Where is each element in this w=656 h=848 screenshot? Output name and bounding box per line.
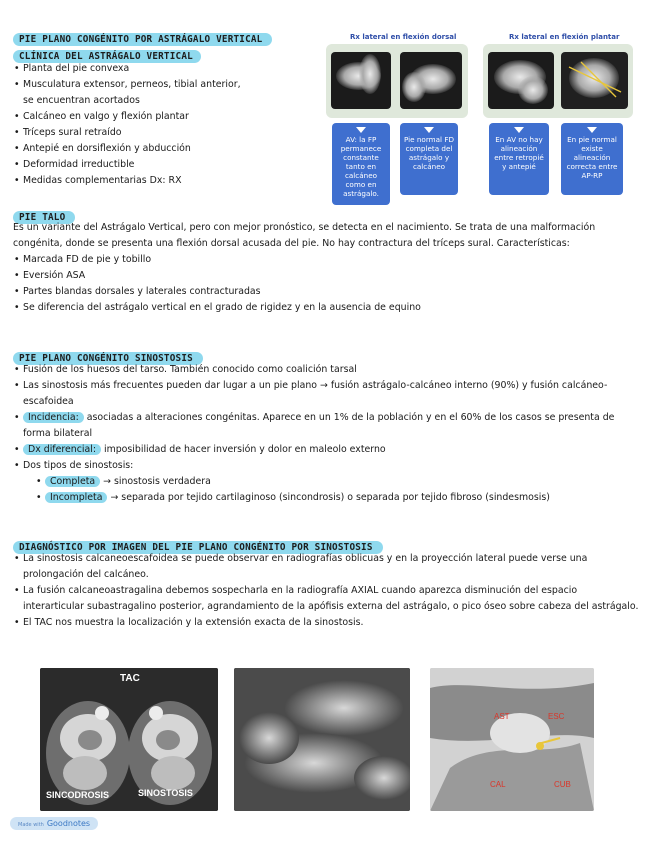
- list-item: • Dos tipos de sinostosis:: [13, 458, 641, 474]
- xray-image: [488, 52, 554, 109]
- sinostosis-list: [13, 362, 641, 474]
- item-text: → separada por tejido cartilaginoso (sincondrosis) o separada por tejido fibroso (sindesmosis): [110, 492, 550, 503]
- cub-label: CUB: [554, 780, 571, 789]
- rx-box-text: En AV no hay alineación entre retropié y antepié: [494, 135, 544, 171]
- list-item: • Marcada FD de pie y tobillo: [13, 252, 641, 268]
- arrow-down-icon: [514, 127, 524, 133]
- xray-oblique-image: [430, 668, 594, 811]
- list-item: • Las sinostosis más frecuentes pueden dar lugar a un pie plano → fusión astrágalo-calcáneo interno (90%) y fusión calcáneo-escafoidea: [13, 378, 641, 410]
- list-item: • Calcáneo en valgo y flexión plantar: [13, 109, 248, 125]
- pie-talo-body: [13, 220, 641, 316]
- sincodrosis-label: SINCODROSIS: [46, 790, 110, 800]
- list-item: • El TAC nos muestra la localización y la extensión exacta de la sinostosis.: [13, 615, 641, 631]
- list-item: [35, 490, 641, 506]
- item-text: imposibilidad de hacer inversión y dolor en maleolo externo: [103, 444, 386, 455]
- section-title: PIE TALO: [13, 211, 75, 224]
- brand-text: Goodnotes: [46, 819, 91, 828]
- xray-image: [400, 52, 462, 109]
- rx-box-text: AV: la FP permanece constante tanto en calcáneo como en astrágalo.: [340, 135, 382, 198]
- xray-image: [561, 52, 628, 109]
- diagnostico-body: [13, 551, 641, 631]
- sinostosis-types: [13, 474, 641, 506]
- list-item: • Tríceps sural retraído: [13, 125, 248, 141]
- ct-label: TAC: [120, 673, 140, 684]
- arrow-down-icon: [587, 127, 597, 133]
- label-highlight: Incidencia:: [23, 412, 84, 423]
- label-highlight: Dx diferencial:: [23, 444, 101, 455]
- section-title: DIAGNÓSTICO POR IMAGEN DEL PIE PLANO CONGÉNITO POR SINOSTOSIS: [13, 541, 383, 554]
- list-item: • Eversión ASA: [13, 268, 641, 284]
- ast-label: AST: [494, 712, 510, 721]
- diagnostico-list: [13, 551, 641, 631]
- item-text: → sinostosis verdadera: [103, 476, 211, 487]
- cal-label: CAL: [490, 780, 506, 789]
- esc-label: ESC: [548, 712, 565, 721]
- xray-oblique-drawing: [430, 668, 594, 811]
- xray-image: [331, 52, 391, 109]
- sinostosis-body: [13, 362, 641, 506]
- arrow-down-icon: [424, 127, 434, 133]
- rx-box-text: En pie normal existe alineación correcta entre AP-RP: [566, 135, 618, 180]
- rx-right-title: Rx lateral en flexión plantar: [509, 33, 620, 41]
- clinica-list-wrap: [13, 61, 248, 189]
- made-with-text: Made with: [18, 822, 44, 828]
- goodnotes-badge: [10, 817, 98, 830]
- list-item: [13, 442, 641, 458]
- xray-lateral-drawing: [234, 668, 410, 811]
- list-item: [35, 474, 641, 490]
- paragraph: Es un variante del Astrágalo Vertical, pero con mejor pronóstico, se detecta en el nacimiento. Se trata de una malformación congénita, donde se presenta una flexión dorsal acusada del pie. No hay contractura del tríceps sural. Características:: [13, 222, 596, 249]
- rx-box: [332, 123, 390, 205]
- list-item: • La sinostosis calcaneoescafoidea se puede observar en radiografías oblicuas y en la proyección lateral puede verse una prolongación del calcáneo.: [13, 551, 641, 583]
- list-item: • Antepié en dorsiflexión y abducción: [13, 141, 248, 157]
- list-item: • Se diferencia del astrágalo vertical en el grado de rigidez y en la ausencia de equino: [13, 300, 641, 316]
- xray-lateral-image: [234, 668, 410, 811]
- pie-talo-list: [13, 252, 641, 316]
- rx-box: [400, 123, 458, 195]
- list-item: • Medidas complementarias Dx: RX: [13, 173, 248, 189]
- item-text: asociadas a alteraciones congénitas. Aparece en un 1% de la población y en el 60% de los casos se presenta de forma bilateral: [23, 412, 615, 439]
- label-highlight: Incompleta: [45, 492, 107, 503]
- section-title: PIE PLANO CONGÉNITO SINOSTOSIS: [13, 352, 203, 365]
- list-item: • Partes blandas dorsales y laterales contracturadas: [13, 284, 641, 300]
- list-item: • Musculatura extensor, perneos, tibial anterior, se encuentran acortados: [13, 77, 248, 109]
- arrow-down-icon: [356, 127, 366, 133]
- list-item: • Planta del pie convexa: [13, 61, 248, 77]
- clinica-list: [13, 61, 248, 189]
- section-subtitle: CLÍNICA DEL ASTRÁGALO VERTICAL: [13, 50, 201, 63]
- section-title: PIE PLANO CONGÉNITO POR ASTRÁGALO VERTICAL: [13, 33, 272, 46]
- list-item: [13, 410, 641, 442]
- list-item: • Fusión de los huesos del tarso. También conocido como coalición tarsal: [13, 362, 641, 378]
- rx-box: [489, 123, 549, 195]
- ct-scan-image: [40, 668, 218, 811]
- rx-box-text: Pie normal FD completa del astrágalo y calcáneo: [403, 135, 455, 171]
- label-highlight: Completa: [45, 476, 100, 487]
- yellow-axis-lines: [561, 52, 628, 109]
- list-item: • Deformidad irreductible: [13, 157, 248, 173]
- rx-box: [561, 123, 623, 195]
- sinostosis-label: SINOSTOSIS: [138, 788, 193, 798]
- list-item: • La fusión calcaneoastragalina debemos sospecharla en la radiografía AXIAL cuando aparezca disminución del espacio interarticular subastragalino posterior, agrandamiento de la apófisis externa del astrágalo, o pico óseo sobre cabeza del astrágalo.: [13, 583, 641, 615]
- rx-left-title: Rx lateral en flexión dorsal: [350, 33, 457, 41]
